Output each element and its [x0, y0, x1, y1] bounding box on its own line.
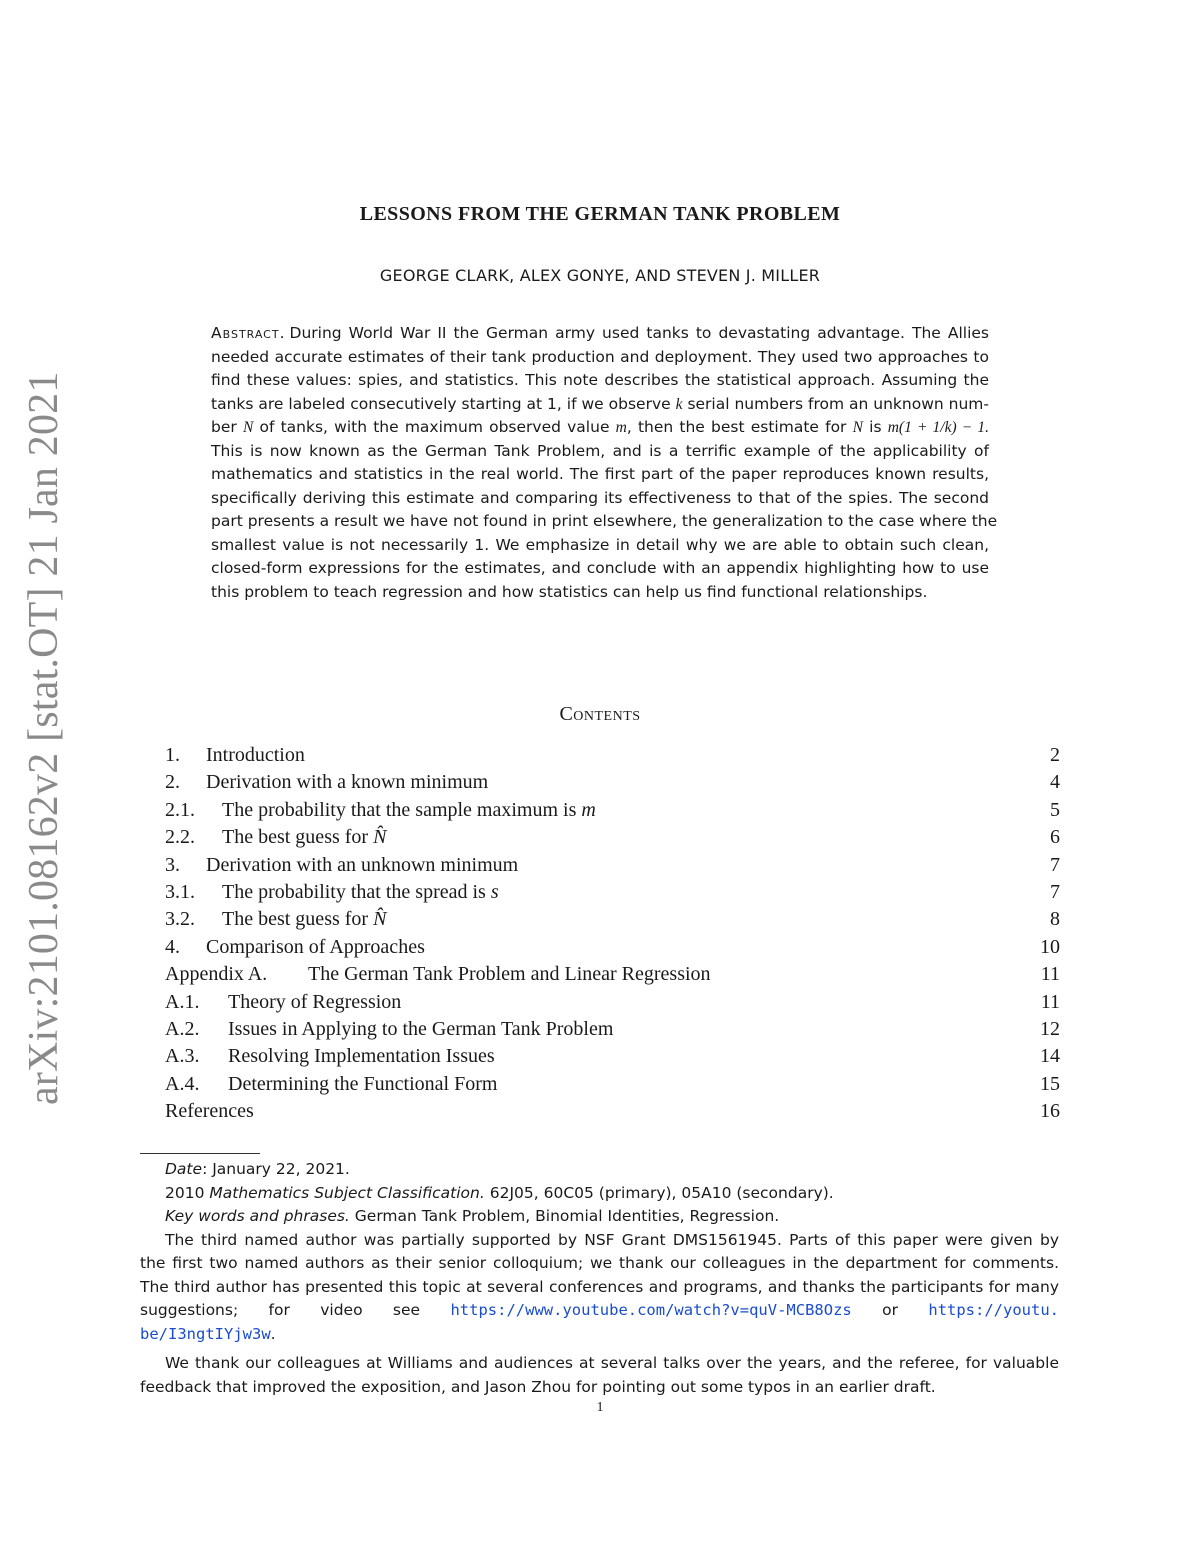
toc-entry-title: The probability that the spread is s	[222, 880, 499, 903]
footnote-keywords: Key words and phrases. German Tank Problem, Binomial Identities, Regression.	[165, 1207, 780, 1225]
toc-entry-number: A.2.	[165, 1017, 200, 1040]
youtube-link-1[interactable]: https://www.youtube.com/watch?v=quV-MCB8Ozs	[450, 1301, 852, 1319]
toc-entry-title: The probability that the sample maximum is m	[222, 798, 596, 821]
author-list: GEORGE CLARK, ALEX GONYE, AND STEVEN J. MILLER	[379, 266, 821, 285]
toc-entry[interactable]	[165, 906, 1060, 933]
toc-entry-page: 11	[1040, 963, 1060, 986]
abstract-line: part presents a result we have not found in print elsewhere, the generalization to the case where the	[211, 512, 998, 530]
toc-entry-title: Comparison of Approaches	[206, 935, 425, 958]
toc-entry-number: Appendix A.	[165, 963, 268, 986]
toc-entry[interactable]	[165, 852, 1060, 879]
toc-entry-number: References	[165, 1100, 254, 1123]
abstract-line: this problem to teach regression and how statistics can help us find functional relationships.	[211, 582, 928, 601]
toc-entry-number: 2.1.	[165, 798, 195, 821]
toc-entry-page: 11	[1040, 990, 1060, 1013]
abstract-heading: Abstract.	[211, 324, 286, 342]
toc-entry-title: Issues in Applying to the German Tank Problem	[228, 1017, 614, 1040]
toc-entry-page: 10	[1040, 935, 1060, 958]
toc-entry-title: Derivation with an unknown minimum	[206, 853, 519, 876]
toc-entry[interactable]	[165, 1016, 1060, 1043]
toc-entry-page: 15	[1040, 1072, 1060, 1095]
toc-entry[interactable]	[165, 1098, 1060, 1125]
toc-entry-title: Determining the Functional Form	[228, 1072, 498, 1095]
toc-entry-number: A.1.	[165, 990, 200, 1013]
youtube-link-2-continued[interactable]: be/I3ngtIYjw3w	[140, 1324, 271, 1343]
toc-entry[interactable]	[165, 934, 1060, 961]
table-of-contents	[165, 742, 1060, 1125]
contents-heading: Contents	[559, 703, 641, 725]
footnote-divider	[140, 1153, 260, 1154]
page-number: 1	[596, 1400, 604, 1415]
toc-entry-page: 14	[1040, 1045, 1060, 1068]
youtube-link-2[interactable]: https://youtu.	[928, 1301, 1060, 1319]
abstract-line: find these values: spies, and statistics. This note describes the statistical approach. Assuming the	[211, 371, 989, 389]
toc-entry-title: The best guess for N̂	[222, 908, 387, 931]
abstract-line: needed accurate estimates of their tank production and deployment. They used two approaches to	[211, 347, 989, 366]
toc-entry[interactable]	[165, 742, 1060, 769]
toc-entry[interactable]	[165, 769, 1060, 796]
toc-entry-page: 2	[1050, 744, 1060, 766]
toc-entry-page: 12	[1040, 1017, 1060, 1040]
toc-entry-title: Introduction	[206, 744, 305, 766]
toc-entry-page: 8	[1050, 908, 1060, 931]
toc-entry-page: 7	[1050, 880, 1060, 903]
toc-entry-number: 3.2.	[165, 908, 195, 931]
toc-entry-number: 2.2.	[165, 826, 195, 849]
footnote-msc: 2010 Mathematics Subject Classification. 62J05, 60C05 (primary), 05A10 (secondary).	[165, 1183, 834, 1202]
toc-entry-title: The best guess for N̂	[222, 826, 387, 849]
abstract-line: closed-form expressions for the estimates, and conclude with an appendix highlighting how to use	[211, 559, 989, 577]
toc-entry-math: s	[490, 880, 499, 903]
toc-entry-number: A.4.	[165, 1072, 200, 1095]
toc-entry-number: 2.	[165, 771, 180, 794]
abstract-line: mathematics and statistics in the real world. The first part of the paper reproduces known results,	[211, 465, 989, 483]
toc-entry-page: 7	[1050, 853, 1060, 876]
toc-entry-title: The German Tank Problem and Linear Regression	[308, 963, 711, 986]
toc-entry-number: 3.1.	[165, 880, 195, 903]
toc-entry[interactable]	[165, 989, 1060, 1016]
toc-entry-page: 16	[1040, 1100, 1060, 1123]
abstract-line: This is now known as the German Tank Problem, and is a terrific example of the applicability of	[211, 441, 989, 460]
abstract-line: specifically deriving this estimate and comparing its effectiveness to that of the spies. The second	[211, 488, 989, 507]
footnotes	[140, 1158, 1059, 1399]
abstract-line: ber N of tanks, with the maximum observed value m, then the best estimate for N is m(1 + 1/k) − 1.	[211, 418, 989, 436]
arxiv-identifier-stamp: arXiv:2101.08162v2 [stat.OT] 21 Jan 2021	[21, 371, 67, 1105]
paper-title: LESSONS FROM THE GERMAN TANK PROBLEM	[359, 203, 841, 225]
abstract-line: Abstract. During World War II the German army used tanks to devastating advantage. The Allies	[211, 324, 989, 342]
abstract-line: smallest value is not necessarily 1. We emphasize in detail why we are able to obtain such clean,	[211, 535, 989, 554]
toc-entry-page: 6	[1050, 826, 1060, 849]
abstract	[211, 322, 998, 604]
toc-entry[interactable]	[165, 1043, 1060, 1070]
toc-entry-title: Theory of Regression	[228, 990, 402, 1013]
toc-entry[interactable]	[165, 879, 1060, 906]
toc-entry-math: N̂	[373, 908, 387, 931]
toc-entry-title: Resolving Implementation Issues	[228, 1045, 495, 1068]
abstract-line: tanks are labeled consecutively starting at 1, if we observe k serial numbers from an unknown num-	[211, 394, 989, 413]
toc-entry[interactable]	[165, 1071, 1060, 1098]
toc-entry-math: m	[581, 798, 596, 821]
toc-entry-number: 4.	[165, 935, 180, 958]
footnote-date: Date: January 22, 2021.	[165, 1160, 350, 1178]
footnote-support: The third named author was partially supported by NSF Grant DMS1561945. Parts of this paper were given by the first two named authors as their senior colloquium; we thank our colleagues in the department for comments. The third author has presented this topic at several conferences and programs, and thanks the participants for many suggestions; for video see https://www.youtube.com/watch?v=quV-MCB8Ozs or https://youtu. be/I3ngtIYjw3w.	[140, 1230, 1060, 1343]
toc-entry-math: N̂	[373, 826, 387, 849]
toc-entry-number: A.3.	[165, 1045, 200, 1068]
toc-entry-page: 5	[1050, 798, 1060, 821]
toc-entry-title: Derivation with a known minimum	[206, 771, 489, 794]
toc-entry[interactable]	[165, 797, 1060, 824]
toc-entry-number: 3.	[165, 853, 180, 876]
toc-entry[interactable]	[165, 961, 1060, 988]
toc-entry-page: 4	[1050, 771, 1060, 794]
toc-entry[interactable]	[165, 824, 1060, 851]
estimator-formula: m(1 + 1/k) − 1.	[887, 419, 989, 436]
toc-entry-number: 1.	[165, 744, 180, 766]
footnote-thanks: We thank our colleagues at Williams and audiences at several talks over the years, and the referee, for valuable feedback that improved the exposition, and Jason Zhou for pointing out some typos in an earlier draft.	[140, 1354, 1059, 1396]
